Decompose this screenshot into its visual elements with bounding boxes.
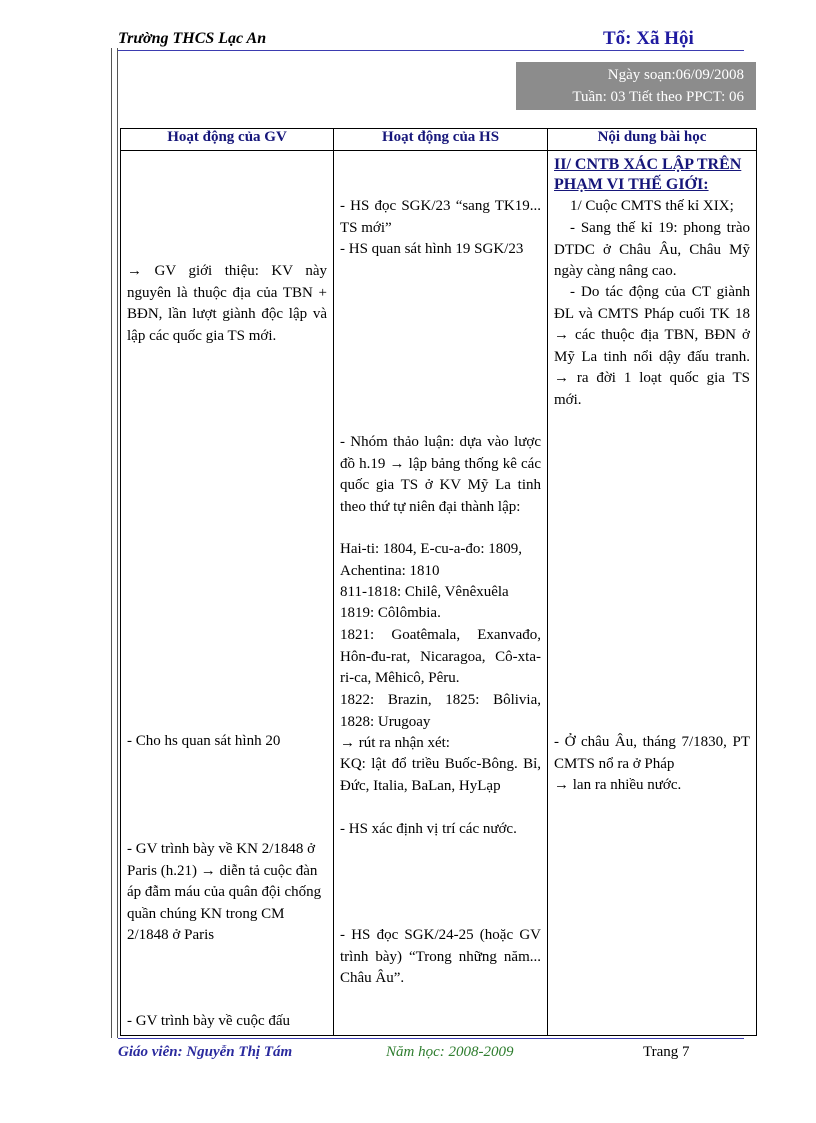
- content-item: → lan ra nhiều nước.: [554, 777, 682, 793]
- content-item: 1/ Cuộc CMTS thế kỉ XIX;: [570, 198, 734, 214]
- hs-item: - HS đọc SGK/23 “sang TK19... TS mới”: [340, 198, 541, 236]
- gv-column: [121, 151, 334, 1036]
- department-name: Tổ: Xã Hội: [603, 28, 694, 49]
- school-name: Trường THCS Lạc An: [118, 30, 267, 47]
- date-box: [516, 62, 756, 110]
- header-gv: Hoạt động của GV: [121, 129, 334, 151]
- gv-item: - GV trình bày về cuộc đấu: [127, 1013, 291, 1029]
- hs-item: → rút ra nhận xét:: [340, 735, 450, 751]
- header-content: Nội dung bài học: [548, 129, 757, 151]
- footer-divider: [118, 1038, 744, 1039]
- gv-item: - Cho hs quan sát hình 20: [127, 733, 281, 749]
- header-divider: [118, 50, 744, 51]
- gv-item: → GV giới thiệu: KV này nguyên là thuộc địa của TBN + BĐN, lần lượt giành độc lập và lập các quốc gia TS mới.: [127, 263, 327, 344]
- hs-item: KQ: lật đổ triều Buốc-Bông. Bỉ, Đức, Italia, BaLan, HyLạp: [340, 756, 541, 794]
- content-item: - Ở châu Âu, tháng 7/1830, PT CMTS nổ ra ở Pháp: [554, 734, 750, 772]
- hs-item: - HS xác định vị trí các nước.: [340, 821, 517, 837]
- lesson-table: [120, 128, 757, 1036]
- hs-item: 1819: Côlômbia.: [340, 605, 441, 621]
- week-line: Tuần: 03 Tiết theo PPCT: 06: [572, 89, 744, 105]
- date-line: Ngày soạn:06/09/2008: [607, 67, 744, 83]
- hs-item: - Nhóm thảo luận: dựa vào lược đồ h.19 → lập bảng thống kê các quốc gia TS ở KV Mỹ La tinh theo thứ tự niên đại thành lập:: [340, 434, 541, 515]
- table-header-row: [121, 129, 757, 151]
- content-column: [548, 151, 757, 1036]
- footer-page-number: Trang 7: [643, 1044, 690, 1060]
- hs-item: 811-1818: Chilê, Vênêxuêla: [340, 584, 509, 600]
- hs-item: 1822: Brazin, 1825: Bôlivia, 1828: Urugoay: [340, 692, 541, 730]
- gv-item: - GV trình bày về KN 2/1848 ở Paris (h.21) → diễn tả cuộc đàn áp đẫm máu của quân đội chống quần chúng KN trong CM 2/1848 ở Paris: [127, 841, 322, 943]
- footer-teacher: Giáo viên: Nguyễn Thị Tám: [118, 1044, 293, 1060]
- margin-bar: [111, 48, 118, 1038]
- footer-school-year: Năm học: 2008-2009: [386, 1044, 514, 1060]
- content-item: - Do tác động của CT giành ĐL và CMTS Pháp cuối TK 18 → các thuộc địa TBN, BĐN ở Mỹ La tinh nổi dậy đấu tranh. → ra đời 1 loạt quốc gia TS mới.: [554, 284, 750, 408]
- hs-item: Hai-ti: 1804, E-cu-a-đo: 1809, Achentina: 1810: [340, 541, 523, 579]
- hs-item: - HS đọc SGK/24-25 (hoặc GV trình bày) “Trong những năm... Châu Âu”.: [340, 927, 541, 986]
- hs-item: - HS quan sát hình 19 SGK/23: [340, 241, 524, 257]
- hs-column: [334, 151, 548, 1036]
- content-item: - Sang thế kỉ 19: phong trào DTDC ở Châu Âu, Châu Mỹ ngày càng nâng cao.: [554, 220, 750, 279]
- table-row: [121, 151, 757, 1036]
- header-hs: Hoạt động của HS: [334, 129, 548, 151]
- section-title: II/ CNTB XÁC LẬP TRÊN PHẠM VI THẾ GIỚI:: [554, 156, 742, 193]
- hs-item: 1821: Goatêmala, Exanvađo, Hôn-đu-rat, Nicaragoa, Cô-xta-ri-ca, Mêhicô, Pêru.: [340, 627, 541, 686]
